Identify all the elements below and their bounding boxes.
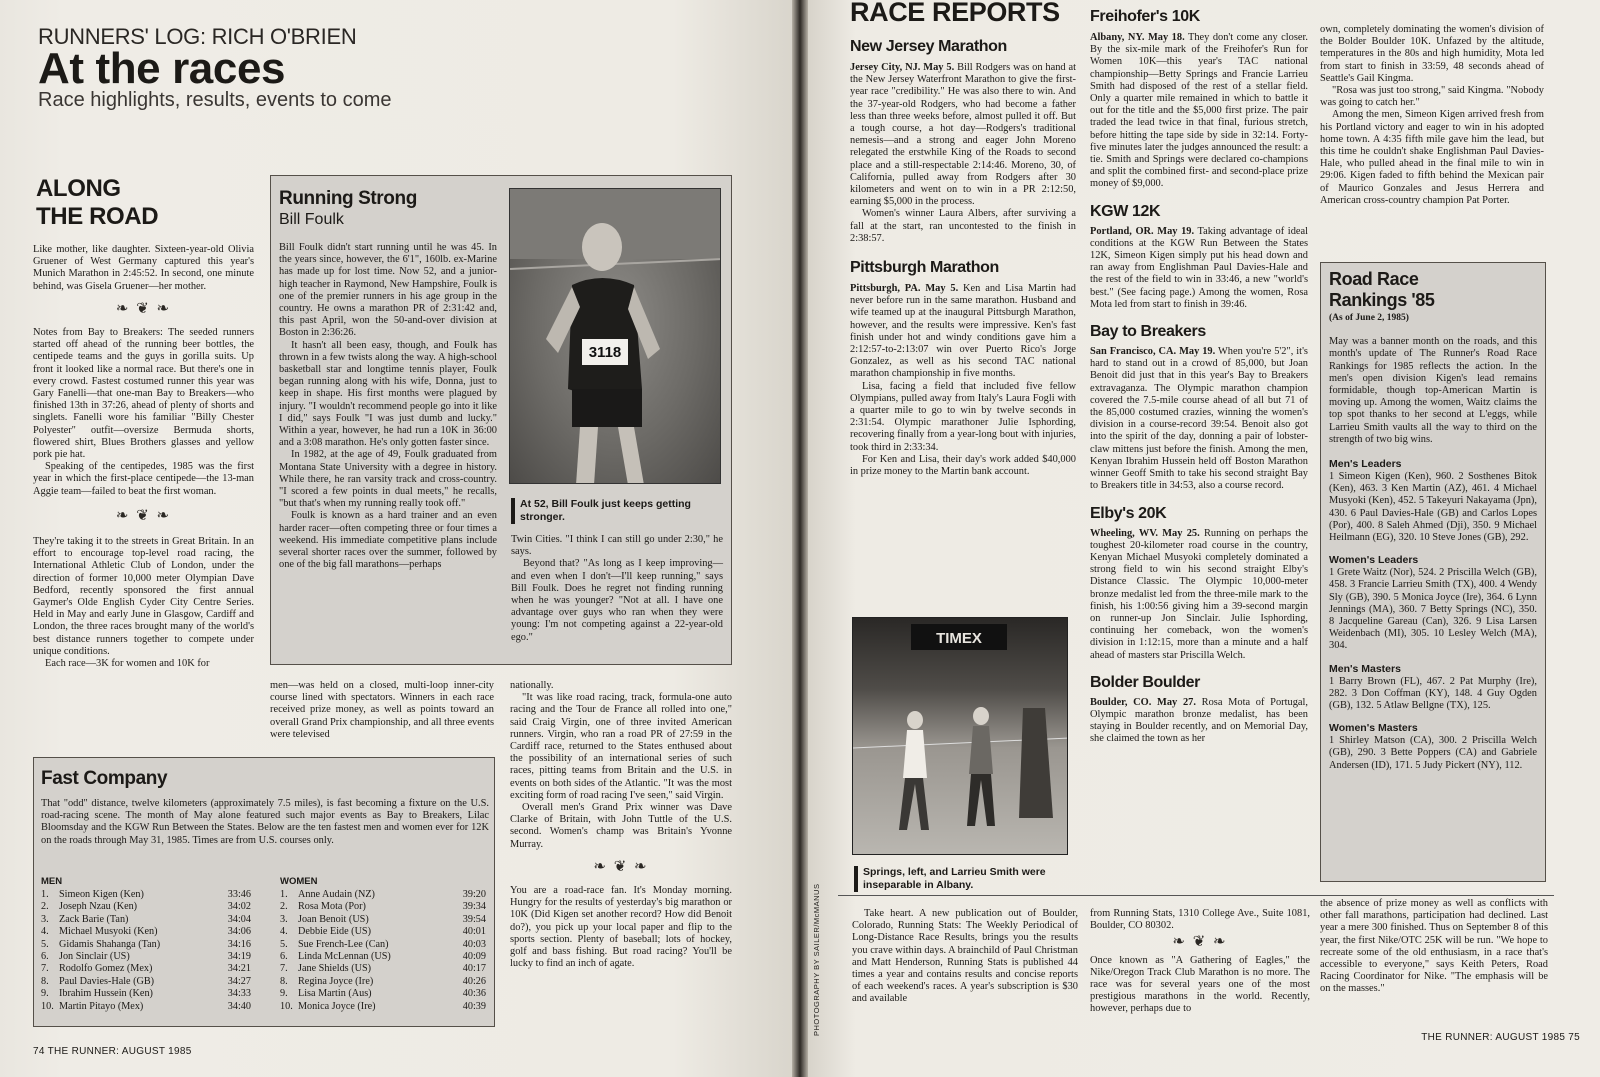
result-row bbox=[41, 951, 251, 963]
result-rank: 4. bbox=[41, 926, 49, 938]
result-rank: 2. bbox=[280, 901, 288, 913]
along-column-3: nationally. "It was like road racing, track, formula-one auto racing and the Tour de France all rolled into one," said Craig Virgin, one of three invited American runners. Virgin, who ran a road PR of 27:59 in the Cardiff race, returned to the States enthused about the possibility of an international series of such races, pitting teams from Britain and the U.S. in events on both sides of the Atlantic. "It was the most exciting form of road racing I've seen," said Virgin. Overall men's Grand Prix winner was Dave Clarke of Britain, with John Tuttle of the U.S. second. Women's champ was Britain's Yvonne Murray. ❧ ❦ ❧ You are a road-race fan. It's Monday morning. Hungry for the results of yesterday's big marathon or 10K (Did Kigen set another record? How did Benoit do?), you pick up your local paper and flip to the sports section. Plenty of baseball; lots of hockey, golf and bass fishing. But road racing? You'll be lucky to find an inch of agate. bbox=[510, 680, 732, 970]
result-time: 34:27 bbox=[227, 975, 251, 987]
bay-title: Bay to Breakers bbox=[1090, 323, 1206, 341]
women-label: WOMEN bbox=[280, 876, 318, 887]
result-name: Monica Joyce (Ire) bbox=[298, 1000, 376, 1012]
result-name: Joan Benoit (US) bbox=[298, 913, 369, 925]
result-row bbox=[41, 939, 251, 951]
women-results-table bbox=[280, 889, 486, 1013]
result-name: Linda McLennan (US) bbox=[298, 951, 391, 963]
result-name: Michael Musyoki (Ken) bbox=[59, 926, 158, 938]
running-strong-title: Running Strong bbox=[279, 188, 417, 209]
result-name: Anne Audain (NZ) bbox=[298, 889, 375, 900]
result-rank: 7. bbox=[41, 963, 49, 975]
left-footer: 74 THE RUNNER: AUGUST 1985 bbox=[33, 1046, 192, 1057]
result-name: Rosa Mota (Por) bbox=[298, 901, 366, 913]
result-rank: 1. bbox=[280, 889, 288, 900]
result-time: 34:33 bbox=[227, 988, 251, 1000]
result-time: 39:54 bbox=[462, 913, 486, 925]
result-rank: 6. bbox=[280, 951, 288, 963]
result-name: Paul Davies-Hale (GB) bbox=[59, 975, 155, 987]
along-paragraph: Speaking of the centipedes, 1985 was the first year in which the first-place centipede—the 13-man Aggie team—failed to beat the first woman. bbox=[33, 461, 254, 497]
left-page bbox=[0, 0, 792, 1077]
right-footer: THE RUNNER: AUGUST 1985 75 bbox=[1421, 1032, 1580, 1043]
result-time: 34:19 bbox=[227, 951, 251, 963]
result-row bbox=[41, 901, 251, 913]
bottom-rule bbox=[838, 895, 1554, 896]
women-masters-label: Women's Masters bbox=[1329, 722, 1418, 735]
shoe-ornament-icon: ❧ ❦ ❧ bbox=[115, 300, 172, 317]
result-row bbox=[280, 889, 486, 901]
shoe-ornament-icon: ❧ ❦ ❧ bbox=[115, 507, 172, 524]
section-title: RACE REPORTS bbox=[850, 0, 1060, 27]
running-strong-column-1: Bill Foulk didn't start running until he was 45. In the years since, however, the 6'1", 160lb. ex-Marine has made up for lost time. Now 52, and a junior-high teacher in Raymond, New Hampshire, Foulk is one of the premier runners in his age group in the country. He owns a marathon PR of 2:31:42 and, this past April, won the 50-and-over division at Boston in 2:36:26. It hasn't all been easy, though, and Foulk has thrown in a few twists along the way. A high-school basketball star and longtime tennis player, Foulk began running along with his wife, Donna, just to keep in shape. His first months were plagued by injury. "I wouldn't recommend people go into it like I did," says Foulk "I was just dumb and lucky." Within a year, however, he had run a 10K in 36:00 and a 3:08 marathon. He's only gotten faster since. In 1982, at the age of 49, Foulk graduated from Montana State University with a degree in history. While there, he ran varsity track and cross-country. "I scored a few points in dual meets," he recalls, "but that's when my running really took off." Foulk is known as a hard trainer and an even harder racer—often competing three or four times a weekend. His immediate competitive plans include several shorter races over the summer, followed by one of the big fall marathons—perhaps bbox=[279, 242, 497, 571]
kgw-title: KGW 12K bbox=[1090, 202, 1161, 220]
running-strong-column-2: Twin Cities. "I think I can still go under 2:30," he says. Beyond that? "As long as I keep improving—and even when I don't—I'll keep running," says Bill Foulk. Does he regret not finding running when he was younger? "Not at all. I have one advantage over guys who ran when they were young: I'm not competing against a 22-year-old ego." bbox=[511, 534, 723, 643]
result-row bbox=[41, 976, 251, 988]
result-name: Debbie Eide (US) bbox=[298, 926, 371, 938]
result-rank: 9. bbox=[280, 988, 288, 1000]
result-time: 40:09 bbox=[462, 951, 486, 963]
result-time: 39:34 bbox=[462, 901, 486, 913]
result-row bbox=[280, 976, 486, 988]
right-page bbox=[808, 0, 1600, 1077]
result-name: Jon Sinclair (US) bbox=[59, 951, 130, 963]
result-row bbox=[280, 926, 486, 938]
report-column-1: New Jersey Marathon Jersey City, NJ. May 5. Bill Rodgers was on hand at the New Jersey Waterfront Marathon to give the first-year race "credibility." He was also there to win. And the 37-year-old Rodgers, who had become a father less than three weeks before, almost pulled it off. But a tough course, a hot day—Rodgers's traditional nemesis—and a strong and eager John Moreno relegated the erstwhile King of the Roads to second place and a still-respectable 2:14:46. Moreno, 30, of California, pulled away from Rodgers after 30 kilometers and went on to win in a PR 2:12:50, earning $5,000 in the process. Women's winner Laura Albers, after surviving a fall at the start, ran uncontested to the finish in 2:38:57. Pittsburgh Marathon Pittsburgh, PA. May 5. Ken and Lisa Martin had never before run in the same marathon. Husband and wife teamed up at the inaugural Pittsburgh Marathon, however, and the results were impressive. Ken's fast finish under hot and windy conditions gave him a 2:12:57-to-2:13:07 win over Puerto Rico's Jorge Gonzalez, as well as his second TAC national marathon championship in five months. Lisa, facing a field that included five fellow Olympians, pulled away from Italy's Laura Fogli with a quarter mile to go to win by twelve seconds in 2:31:54. Olympic marathoner Julie Isphording, recovering finally from a year-long bout with injuries, took third in 2:33:34. For Ken and Lisa, their day's work added $40,000 in prize money to the Martin bank account. bbox=[850, 38, 1076, 478]
result-row bbox=[41, 963, 251, 975]
men-masters-label: Men's Masters bbox=[1329, 662, 1401, 675]
bottom-column-2: from Running Stats, 1310 College Ave., Suite 1081, Boulder, CO 80302. ❧ ❦ ❧ Once known as "A Gathering of Eagles," the Nike/Oregon Track Club Marathon is no more. The race was for several years one of the most prestigious marathons in the world. Recently, however, perhaps due to bbox=[1090, 908, 1310, 1015]
result-rank: 7. bbox=[280, 963, 288, 975]
result-time: 33:46 bbox=[227, 889, 251, 900]
result-row bbox=[41, 926, 251, 938]
nj-title: New Jersey Marathon bbox=[850, 38, 1007, 55]
result-row bbox=[280, 901, 486, 913]
result-rank: 10. bbox=[280, 1000, 293, 1012]
result-time: 39:20 bbox=[462, 889, 486, 900]
shoe-ornament-icon: ❧ ❦ ❧ bbox=[1172, 934, 1228, 951]
result-name: Gidamis Shahanga (Tan) bbox=[59, 938, 161, 950]
result-row bbox=[41, 988, 251, 1000]
photo-caption: At 52, Bill Foulk just keeps getting stronger. bbox=[511, 498, 721, 524]
result-name: Ibrahim Hussein (Ken) bbox=[59, 988, 153, 1000]
result-name: Sue French-Lee (Can) bbox=[298, 938, 389, 950]
along-paragraph: Like mother, like daughter. Sixteen-year-old Olivia Gruener of West Germany captured this year's Munich Marathon in 2:45:52. In second, one minute behind, was Gisela Gruener—her mother. bbox=[33, 244, 254, 292]
shoe-ornament-icon: ❧ ❦ ❧ bbox=[593, 858, 649, 875]
result-rank: 5. bbox=[41, 938, 49, 950]
rankings-asof: (As of June 2, 1985) bbox=[1329, 313, 1409, 323]
result-name: Jane Shields (US) bbox=[298, 963, 372, 975]
timex-sign: TIMEX bbox=[936, 630, 982, 647]
result-rank: 4. bbox=[280, 926, 288, 938]
result-row bbox=[41, 889, 251, 901]
result-rank: 3. bbox=[41, 913, 49, 925]
fast-company-intro: That "odd" distance, twelve kilometers (approximately 7.5 miles), is fast becoming a fixture on the U.S. road-racing scene. The month of May alone featured such major events as Bay to Breakers, Lilac Bloomsday and the KGW Run Between the States. Below are the ten fastest men and women ever for 12K on the roads through May 31, 1985. Times are from U.S. courses only. bbox=[41, 798, 489, 846]
along-paragraph: They're taking it to the streets in Great Britain. In an effort to encourage top-level road racing, the International Athletic Club of London, under the direction of former 10,000 meter Olympian Dave Bedford, recently sponsored the first annual Gaymer's Olde English Cyder City Centre Series. Held in May and early June in Glasgow, Cardiff and London, the three races brought many of the world's best distance runners together to compete under unique conditions. bbox=[33, 536, 254, 657]
photo-credit: PHOTOGRAPHY BY SAILER/McMANUS bbox=[812, 883, 821, 1036]
result-row bbox=[280, 1001, 486, 1013]
along-column-1 bbox=[33, 244, 254, 670]
result-rank: 6. bbox=[41, 951, 49, 963]
result-time: 40:17 bbox=[462, 963, 486, 975]
result-name: Martin Pitayo (Mex) bbox=[59, 1000, 144, 1012]
bottom-column-3: the absence of prize money as well as conflicts with other fall marathons, participation had declined. Last year a mere 300 finished. Thus on September 8 of this year, the first Nike/OTC 25K will be run. "We hope to recreate some of the old enthusiasm, in a race that's accessible to everyone," says Keith Peters, Road Racing Coordinator for Nike. "The emphasis will be on the masses." bbox=[1320, 898, 1548, 995]
pittsburgh-title: Pittsburgh Marathon bbox=[850, 259, 999, 277]
runner-figure-icon bbox=[510, 189, 721, 484]
result-time: 40:26 bbox=[462, 975, 486, 987]
bottom-column-1: Take heart. A new publication out of Boulder, Colorado, Running Stats: The Weekly Periodical of Long-Distance Race Results, brings you the results you crave within days. A brainchild of Paul Christman and Matt Henderson, Running Stats is published 44 times a year and contains results and concise reports of each weekend's races. A year's subscription is $30 and available bbox=[852, 908, 1078, 1005]
men-results-table bbox=[41, 889, 251, 1013]
along-paragraph: Notes from Bay to Breakers: The seeded runners started off ahead of the running beer bottles, the centipede teams and the guys in gorilla suits. Up front it looked like a normal race. But there's one in every crowd. Fastest costumed runner this year was Gary Fanelli—that one-man Bay to Breakers—who finished 13th in 37:26, ahead of plenty of shorts and singlets. Fanelli wore his familiar "Billy Chester Polyester" outfit—oversize Bermuda shorts, flowered shirt, Blues Brothers glasses and yellow pork pie hat. bbox=[33, 327, 254, 461]
result-time: 40:36 bbox=[462, 988, 486, 1000]
men-leaders-label: Men's Leaders bbox=[1329, 458, 1402, 471]
elby-title: Elby's 20K bbox=[1090, 504, 1167, 522]
result-time: 40:01 bbox=[462, 926, 486, 938]
result-rank: 1. bbox=[41, 889, 49, 900]
result-rank: 8. bbox=[41, 975, 49, 987]
bib-number: 3118 bbox=[588, 344, 622, 361]
spine bbox=[792, 0, 808, 1077]
result-rank: 10. bbox=[41, 1000, 54, 1012]
result-time: 34:06 bbox=[227, 926, 251, 938]
fast-company-title: Fast Company bbox=[41, 768, 168, 789]
fast-company-box bbox=[33, 757, 495, 1027]
result-name: Joseph Nzau (Ken) bbox=[59, 901, 138, 913]
result-name: Simeon Kigen (Ken) bbox=[59, 889, 144, 900]
women-leaders-label: Women's Leaders bbox=[1329, 554, 1419, 567]
result-row bbox=[280, 963, 486, 975]
result-name: Lisa Martin (Aus) bbox=[298, 988, 372, 1000]
along-paragraph: Each race—3K for women and 10K for bbox=[45, 658, 210, 670]
kicker: RUNNERS' LOG: RICH O'BRIEN bbox=[38, 24, 357, 49]
rankings-title: Road Race Rankings '85 bbox=[1329, 269, 1435, 310]
page-subtitle: Race highlights, results, events to come bbox=[38, 89, 392, 111]
freihofer-title: Freihofer's 10K bbox=[1090, 8, 1200, 25]
running-strong-box bbox=[270, 175, 732, 665]
page-title: At the races bbox=[38, 44, 286, 93]
finish-photo bbox=[852, 617, 1068, 855]
result-name: Zack Barie (Tan) bbox=[59, 913, 129, 925]
result-time: 40:39 bbox=[462, 1000, 486, 1012]
result-rank: 5. bbox=[280, 938, 288, 950]
men-label: MEN bbox=[41, 876, 63, 887]
finish-line-figures-icon bbox=[853, 618, 1068, 855]
result-time: 34:16 bbox=[227, 938, 251, 950]
result-name: Regina Joyce (Ire) bbox=[298, 975, 374, 987]
result-row bbox=[280, 951, 486, 963]
result-time: 40:03 bbox=[462, 938, 486, 950]
runner-photo bbox=[509, 188, 721, 484]
result-time: 34:21 bbox=[227, 963, 251, 975]
result-rank: 8. bbox=[280, 975, 288, 987]
report-column-3: own, completely dominating the women's division of the Bolder Boulder 10K. Unfazed by the altitude, temperatures in the 80s and high humidity, Mota led from start to finish in 33:59, 48 seconds ahead of Seattle's Gail Kingma. "Rosa was just too strong," said Kingma. "Nobody was going to catch her." Among the men, Simeon Kigen arrived fresh from his Portland victory and eager to win in his adopted home town. A 4:35 fifth mile gave him the lead, but this time he couldn't shake Englishman Paul Davies-Hale, who pulled ahead in the final mile to win in 29:06. Kigen faded to fifth behind the Mexican pair of Maurico Gonzales and Jesus Herrera and American cross-country champion Pat Porter. bbox=[1320, 24, 1544, 206]
result-rank: 9. bbox=[41, 988, 49, 1000]
result-time: 34:40 bbox=[227, 1000, 251, 1012]
result-row bbox=[41, 914, 251, 926]
result-name: Rodolfo Gomez (Mex) bbox=[59, 963, 153, 975]
finish-photo-caption: Springs, left, and Larrieu Smith were inseparable in Albany. bbox=[854, 866, 1070, 892]
result-row bbox=[280, 914, 486, 926]
result-time: 34:02 bbox=[227, 901, 251, 913]
result-rank: 2. bbox=[41, 901, 49, 913]
result-rank: 3. bbox=[280, 913, 288, 925]
report-column-2: Freihofer's 10K Albany, NY. May 18. They don't come any closer. By the six-mile mark of the Freihofer's Run for Women 10K—this year's TAC national championship—Betty Springs and Francie Larrieu Smith had disposed of the rest of a stellar field. Only a quarter mile remained in which to battle it out for the title and the $5,000 first prize. The pair traded the lead twice in that final, furious stretch, before hitting the tape side by side in 32:14. Forty-five minutes later the judges announced the result: a tie. Smith and Springs were declared co-champions and split the combined first- and second-place prize money of $9,000. KGW 12K Portland, OR. May 19. Taking advantage of ideal conditions at the KGW Run Between the States 12K, Simeon Kigen simply put his head down and ran away from Englishman Paul Davies-Hale and the rest of the field to win in 33:46, a new "world's best." (See facing page.) Among the women, Rosa Mota led from start to finish in 39:46. Bay to Breakers San Francisco, CA. May 19. When you're 5'2", it's hard to stand out in a crowd of 85,000, but Joan Benoit did just that in this year's Bay to Breakers extravaganza. The Olympic marathon champion covered the 7.5-mile course ahead of all but 71 of the 85,000 costumed crazies, winning the women's division in a course-record 39:54. Benoit also got into the spirit of the day, donning a pair of lobster-claw mittens just before the finish. Among the men, Kenyan Ibrahim Hussein held off Boston Marathon winner Geoff Smith to take his second straight Bay to Breakers title in 34:53, also a course record. Elby's 20K Wheeling, WV. May 25. Running on perhaps the toughest 20-kilometer road course in the country, Kenyan Michael Musyoki completely dominated a strong field to win his second straight Elby's Distance Classic. The Olympic 10,000-meter bronze medalist led from the three-mile mark to the finish, his 1:00:56 giving him a 39-second margin on runner-up Jon Sinclair. Julie Isphording, continuing her comeback, won the women's division in 1:12:15, more than a minute and a half ahead of masters star Priscilla Welch. Bolder Boulder Boulder, CO. May 27. Rosa Mota of Portugal, Olympic marathon bronze medalist, has been staying in Boulder recently, and on Memorial Day, she claimed the town as her bbox=[1090, 8, 1309, 745]
result-row bbox=[41, 1001, 251, 1013]
running-strong-byline: Bill Foulk bbox=[279, 211, 344, 228]
rankings-box: Road Race Rankings '85 (As of June 2, 1985) May was a banner month on the roads, and this month's update of The Runner's Road Race Rankings for 1985 reflects the action. In the men's open division Kigen's lead remains formidable, though top-American Martin is moving up. Among the women, Waitz claims the top spot thanks to her second at L'eggs, while Larrieu Smith vaults all the way to third on the strength of two big wins. Men's Leaders 1 Simeon Kigen (Ken), 960. 2 Sosthenes Bitok (Ken), 463. 3 Ken Martin (AZ), 461. 4 Michael Musyoki (Ken), 452. 5 Takeyuri Nakayama (Jpn), 430. 6 Paul Davies-Hale (GB) and Carlos Lopes (Por), 400. 8 Saleh Ahmed (Dji), 350. 9 Michael Heilmann (EG), 320. 10 Steve Jones (GB), 292. Women's Leaders 1 Grete Waitz (Nor), 524. 2 Priscilla Welch (GB), 458. 3 Francie Larrieu Smith (TX), 400. 4 Wendy Sly (GB), 390. 5 Monica Joyce (Ire), 364. 6 Lynn Jennings (MA), 360. 7 Betty Springs (NC), 350. 8 Jacqueline Gareau (Can), 326. 9 Lisa Larsen Weidenbach (MI), 305. 10 Lesley Welch (MA), 304. Men's Masters 1 Barry Brown (FL), 467. 2 Pat Murphy (Ire), 282. 3 Don Coffman (KY), 148. 4 Guy Ogden (GB), 132. 5 Atlaw Bellgne (TX), 125. Women's Masters 1 Shirley Matson (CA), 300. 2 Priscilla Welch (GB), 290. 3 Bette Poppers (CA) and Gabriele Andersen (ID), 171. 5 Judy Pickert (NY), 112. bbox=[1320, 262, 1546, 882]
along-column-2: men—was held on a closed, multi-loop inner-city course lined with spectators. Winners in each race received prize money, as well as points toward an overall Grand Prix championship, and all three events were televised bbox=[270, 680, 494, 740]
result-time: 34:04 bbox=[227, 913, 251, 925]
result-row bbox=[280, 988, 486, 1000]
result-row bbox=[280, 939, 486, 951]
bolder-title: Bolder Boulder bbox=[1090, 673, 1200, 691]
along-heading: ALONG THE ROAD bbox=[36, 175, 159, 230]
